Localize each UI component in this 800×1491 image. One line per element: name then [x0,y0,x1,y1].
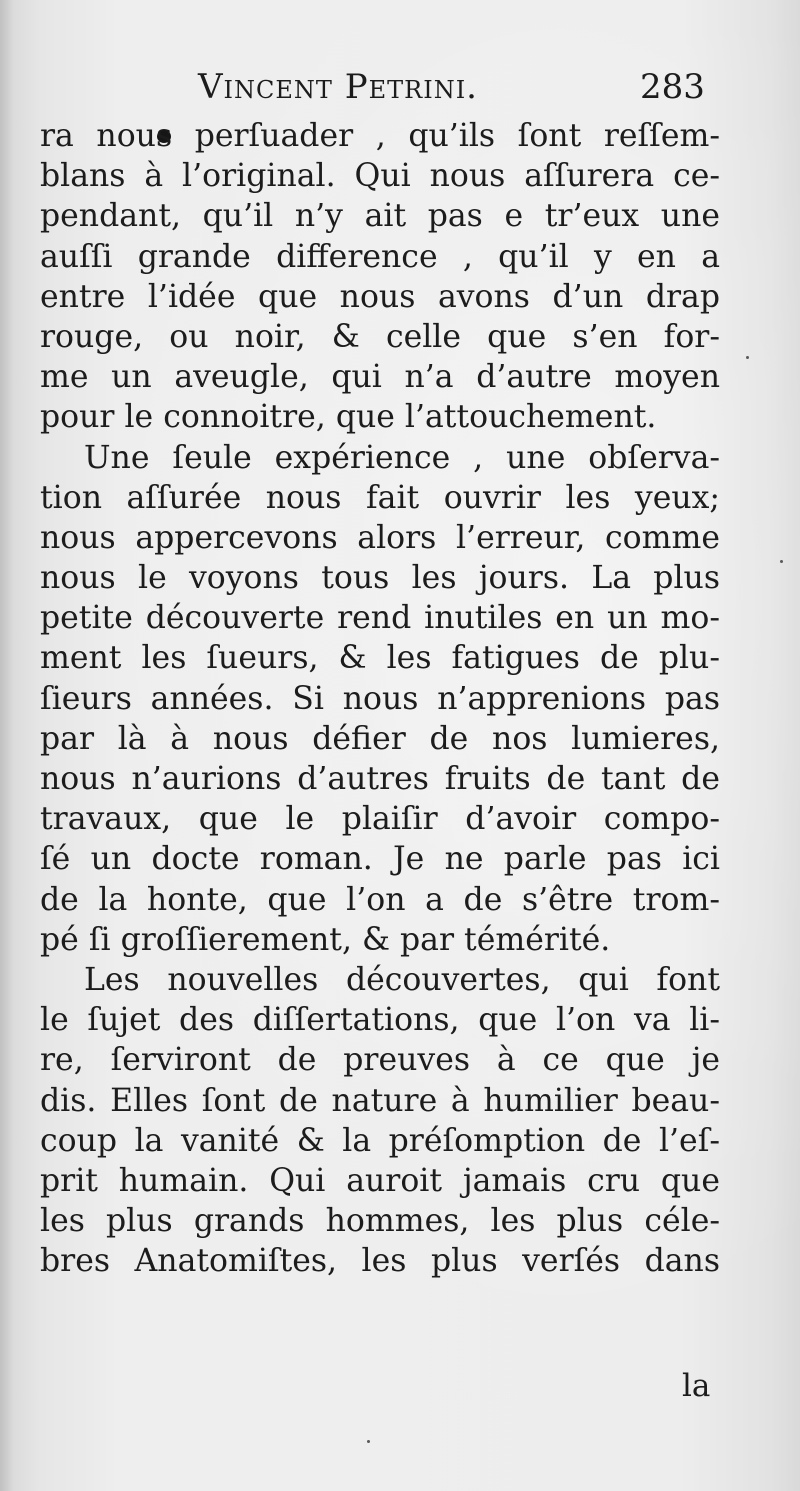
text-line: ment les ſueurs, & les fatigues de plu- [40,640,720,677]
paper-speck [367,1440,370,1443]
text-line: pendant, qu’il n’y ait pas e tr’eux une [40,198,720,235]
paragraph-end-line: pé ſi groſſierement, & par témérité. [40,921,611,958]
paragraph-start-line: Une ſeule expérience , une obſerva- [84,439,720,476]
text-line: bres Anatomiſtes, les plus verſés dans [40,1243,720,1280]
paper-speck [746,356,749,359]
body-text [40,116,720,1281]
paragraph-end-line: pour le connoitre, que l’attouchement. [40,399,657,436]
text-line: dis. Elles ſont de nature à humilier beau- [40,1082,720,1119]
text-line: nous n’aurions d’autres fruits de tant de [40,761,720,797]
text-line: rouge, ou noir, & celle que s’en for- [40,318,720,355]
text-line: nous le voyons tous les jours. La plus [40,560,720,597]
paragraph-start-line: Les nouvelles découvertes, qui font [84,961,720,998]
text-line: de la honte, que l’on a de s’être trom- [40,881,720,918]
text-line: blans à l’original. Qui nous aſſurera ce- [40,158,720,195]
gutter-shadow [0,0,14,1491]
text-line: ra nous perſuader , qu’ils ſont reſſem- [40,118,720,154]
running-title: Vincent Petrini. [198,67,478,107]
text-line: nous appercevons alors l’erreur, comme [40,519,720,556]
text-line: entre l’idée que nous avons d’un drap [40,278,720,315]
text-line: les plus grands hommes, les plus céle- [40,1203,720,1240]
text-line: re, ſerviront de preuves à ce que je [40,1042,720,1079]
text-line: auſſi grande difference , qu’il y en a [40,238,720,275]
text-line: par là à nous défier de nos lumieres, [40,720,720,757]
text-line: coup la vanité & la préſomption de l’eſ- [40,1122,720,1159]
catchword: la [682,1368,711,1404]
text-line: tion aſſurée nous fait ouvrir les yeux; [40,479,720,516]
text-line: me un aveugle, qui n’a d’autre moyen [40,359,720,396]
text-line: ſé un docte roman. Je ne parle pas ici [40,841,720,878]
text-line: ſieurs années. Si nous n’apprenions pas [40,680,720,717]
text-line: prit humain. Qui auroit jamais cru que [40,1162,720,1199]
text-line: travaux, que le plaiſir d’avoir compo- [40,801,720,838]
page-number: 283 [640,67,705,107]
text-line: petite découverte rend inutiles en un mo- [40,600,720,637]
paper-speck [780,560,783,563]
text-line: le ſujet des diſſertations, que l’on va li- [40,1002,720,1039]
page-header [0,62,800,112]
